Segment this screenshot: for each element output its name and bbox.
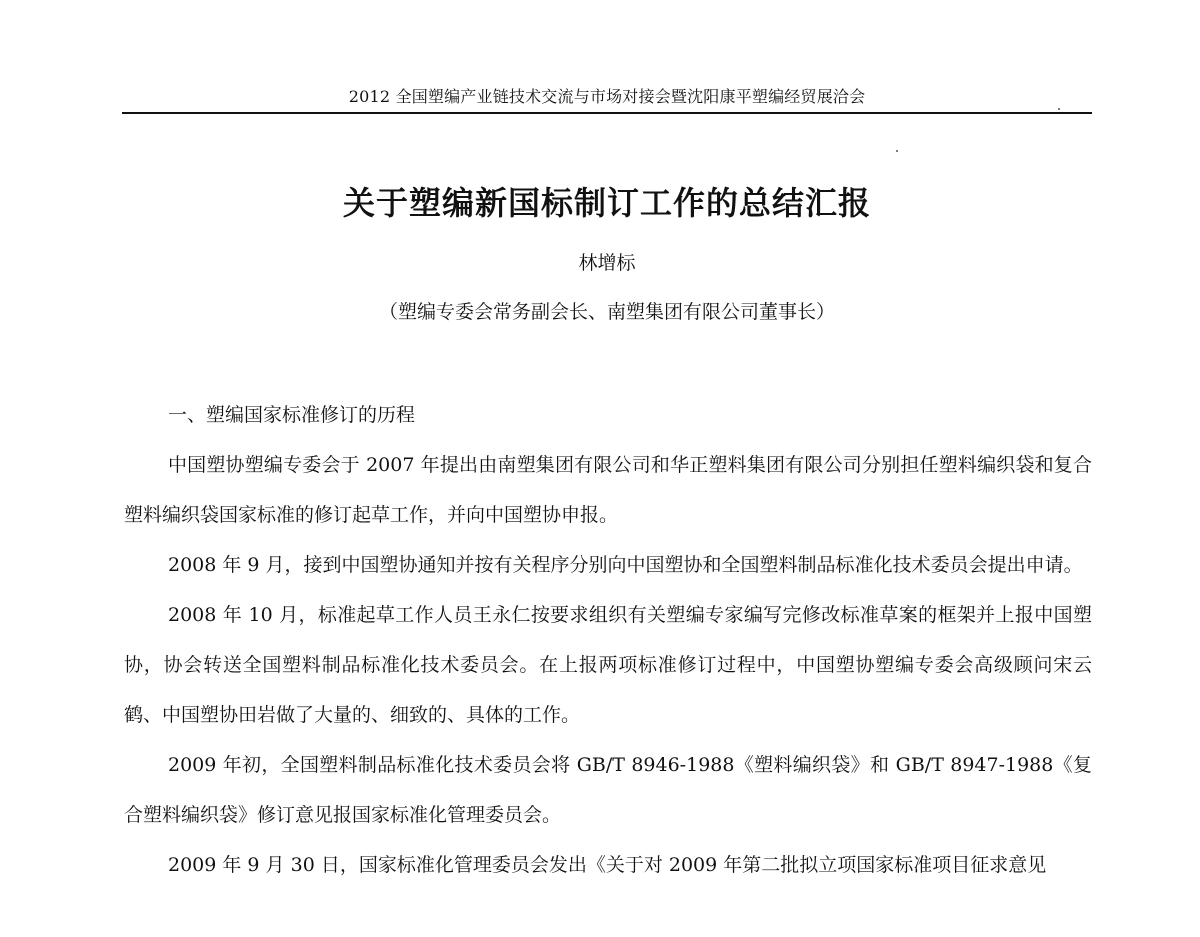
- paragraph: 2008 年 9 月，接到中国塑协通知并按有关程序分别向中国塑协和全国塑料制品标准化技术委员会提出申请。: [168, 554, 1083, 576]
- paragraph: 2009 年初，全国塑料制品标准化技术委员会将 GB/T 8946-1988《塑料编织袋》和 GB/T 8947-1988《复合塑料编织袋》修订意见报国家标准化管理委员会。: [124, 754, 1092, 826]
- article-body: [124, 440, 1092, 890]
- section-heading: 一、塑编国家标准修订的历程: [168, 404, 416, 426]
- header-rule: [122, 112, 1092, 114]
- running-header: 2012 全国塑编产业链技术交流与市场对接会暨沈阳康平塑编经贸展洽会: [348, 87, 866, 106]
- paragraph: 中国塑协塑编专委会于 2007 年提出由南塑集团有限公司和华正塑料集团有限公司分别担任塑料编织袋和复合塑料编织袋国家标准的修订起草工作，并向中国塑协申报。: [124, 454, 1092, 526]
- scan-speck: [896, 150, 898, 152]
- article-title: 关于塑编新国标制订工作的总结汇报: [342, 184, 871, 222]
- paragraph: 2008 年 10 月，标准起草工作人员王永仁按要求组织有关塑编专家编写完修改标准草案的框架并上报中国塑协，协会转送全国塑料制品标准化技术委员会。在上报两项标准修订过程中，中国塑协塑编专委会高级顾问宋云鹤、中国塑协田岩做了大量的、细致的、具体的工作。: [124, 604, 1092, 726]
- author-affiliation: （塑编专委会常务副会长、南塑集团有限公司董事长）: [378, 301, 835, 323]
- scan-speck: [1058, 108, 1060, 110]
- article-author: 林增标: [578, 252, 636, 274]
- paragraph: 2009 年 9 月 30 日，国家标准化管理委员会发出《关于对 2009 年第二批拟立项国家标准项目征求意见: [168, 854, 1047, 876]
